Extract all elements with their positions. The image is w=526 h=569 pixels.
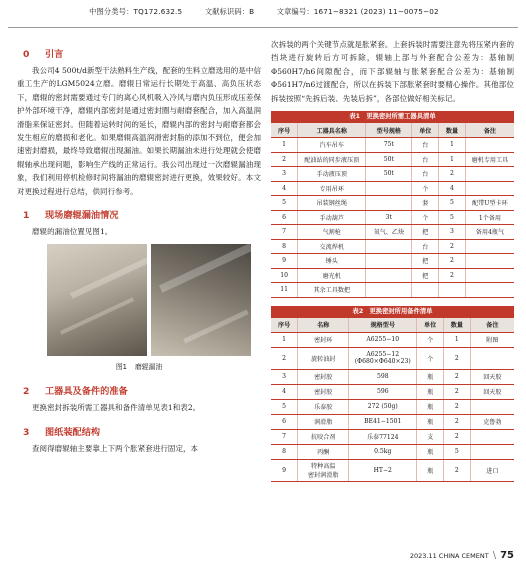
table-row [271,181,514,196]
table2-cell: 瓶 [417,444,444,459]
table-row [271,332,514,347]
section-2-paragraph: 更换密封拆装所需工器具和备件清单见表1和表2。 [32,403,201,413]
table1-header-cell: 单位 [412,123,439,138]
table2-cell: 个 [417,347,444,369]
table1-cell: 配油站的同步液压顶 [298,152,366,167]
section-3-heading: 3 图纸装配结构 [23,426,101,438]
table1-cell [465,283,514,298]
table1-cell: 配带U型卡环 [465,196,514,211]
section-2-heading: 2 工器具及备件的准备 [23,386,128,398]
table1-header-cell: 序号 [271,123,298,138]
right-column-paragraph: 次拆装的两个关键节点就是胀紧套。上套拆装时需要注意先将压紧内套的挡块进行旋转后方可拆除，辊轴上部与外套配合公差为：基轴制Φ560H7/h6间隙配合，而下部辊轴与胀紧套配合公差为：基轴制Φ561H7/n6过渡配合，所以在拆装下部胀紧套时要精心操作。其他部位拆装按照“先拆后装、先装后拆”，各部位做好相关标记。 [271,40,514,103]
table2-header-cell: 规格型号 [349,318,417,333]
table2-cell: 272 (50g) [349,399,417,414]
journal-issue: 2023.11 CHINA CEMENT [409,551,489,560]
table-row [271,429,514,444]
table-row [271,369,514,384]
table2-cell: 个 [417,332,444,347]
table1-cell [366,283,412,298]
table2-header-cell: 数量 [444,318,471,333]
table1-cell: 4 [439,181,466,196]
document-code: 文献标识码：B [204,7,255,16]
table1-cell [465,268,514,283]
table2-cell: 5 [444,444,471,459]
table2-cell: 2 [444,459,471,481]
table2-cell: 抗咬合剂 [298,429,349,444]
table1-cell [366,254,412,269]
table1-cell: 4 [271,181,298,196]
table2-cell: 克鲁勃 [470,414,514,429]
table1-cell: 磨机专用工具 [465,152,514,167]
table2-cell: 596 [349,384,417,399]
table1-cell: 把 [412,225,439,240]
table-2-title: 表2 更换密封所用备件清单 [271,306,514,318]
table1-cell [412,283,439,298]
table1-cell: 锤头 [298,254,366,269]
table2-cell: 支 [417,429,444,444]
table1-cell [465,239,514,254]
table1-cell: 1 [271,138,298,153]
table1-cell: 磨光机 [298,268,366,283]
table-row [271,138,514,153]
table2-cell [470,347,514,369]
table2-cell: 旋转油封 [298,347,349,369]
table1-cell: 5 [439,210,466,225]
table2-cell: 2 [444,369,471,384]
table1-cell: 气割枪 [298,225,366,240]
section-1-paragraph: 磨辊的漏油位置见图1。 [32,227,113,237]
table2-cell: 密封环 [298,332,349,347]
table1-cell: 套 [412,196,439,211]
table-2 [271,318,514,482]
table-row [271,239,514,254]
table1-cell: 其余工具数把 [298,283,366,298]
table1-cell: 5 [439,196,466,211]
table1-cell [465,254,514,269]
table2-cell: 9 [271,459,298,481]
table2-cell: 3 [271,369,298,384]
table-row [271,268,514,283]
table1-cell: 台 [412,138,439,153]
running-header [8,7,520,21]
table2-cell: 5 [271,399,298,414]
table2-cell [470,399,514,414]
figure-1 [47,244,261,356]
table2-cell: 1 [444,332,471,347]
table-row [271,399,514,414]
table2-cell: 2 [444,399,471,414]
intro-paragraph: 我公司4 500t/d新型干法熟料生产线，配套的生料立磨选用的是中信重工生产的LGM5024立磨。磨辊日常运行长期处于高温、高负压状态下，磨辊的密封需要通过专门的离心风机吸入冷风与磨内负压形成压差保护外部环境干净，磨辊内部密封是通过密封圈与耐磨套配合，加入高温润滑脂来保证密封。但随着运转时间的延长，磨辊内部的密封与耐磨套都会发生相应的磨损和老化。如果磨辊高温润滑密封脂的添加不到位，便会加速密封磨损，最终导致磨辊出现漏油。如果长期漏油未进行处理就会使磨辊轴承出现问题，影响生产线的正常运行。我公司出现过一次磨辊漏油现象，我们利用停机检修时间将漏油的磨辊密封进行更换，效果较好。本文对更换过程进行总结，供同行参考。 [17,66,261,196]
table-row [271,384,514,399]
table1-cell: 3 [271,167,298,182]
table2-cell: 0.5kg [349,444,417,459]
table2-header-cell: 序号 [271,318,298,333]
table1-cell: 75t [366,138,412,153]
table1-cell: 3 [439,225,466,240]
table1-cell [366,181,412,196]
table1-cell: 氧气、乙炔 [366,225,412,240]
table1-cell: 交流焊机 [298,239,366,254]
table2-cell: A6255−10 [349,332,417,347]
table1-header-cell: 备注 [465,123,514,138]
left-column [17,42,261,455]
table2-cell: 1 [271,332,298,347]
table1-header-cell: 工器具名称 [298,123,366,138]
table-row [271,283,514,298]
clc-number: 中图分类号：TQ172.632.5 [89,7,183,16]
table-1 [271,123,514,298]
table1-cell: 50t [366,167,412,182]
table2-cell: 丙酮 [298,444,349,459]
page-number: 75 [500,550,514,561]
table1-cell: 1 [439,152,466,167]
table-row [271,414,514,429]
table2-cell: 2 [444,384,471,399]
section-0-heading: 0 引言 [23,49,64,60]
table2-cell: 乐泰胶 [298,399,349,414]
table2-cell: 进口 [470,459,514,481]
table1-cell: 1 [439,138,466,153]
table-row [271,152,514,167]
table1-cell: 台 [412,152,439,167]
table2-header-cell: 单位 [417,318,444,333]
table1-cell [465,167,514,182]
table2-header-cell: 名称 [298,318,349,333]
table1-cell: 2 [271,152,298,167]
table2-cell: 密封胶 [298,384,349,399]
table1-cell: 50t [366,152,412,167]
table1-cell: 10 [271,268,298,283]
table1-cell [366,268,412,283]
table1-cell [366,239,412,254]
table2-cell: 4 [271,384,298,399]
table2-cell: 2 [444,414,471,429]
section-1-heading: 1 现场磨辊漏油情况 [23,210,119,222]
table-row [271,347,514,369]
table2-cell: A6255−12 (Φ680×Φ640×23) [349,347,417,369]
table1-cell [465,181,514,196]
table-1-title: 表1 更换密封所需工器具清单 [271,111,514,123]
table1-cell: 把 [412,254,439,269]
table1-cell: 备用4瓶气 [465,225,514,240]
table1-header-cell: 型号规格 [366,123,412,138]
header-divider [8,27,518,28]
roller-leak-photo-right [151,244,251,356]
table2-cell: BE41−1501 [349,414,417,429]
table2-cell: 润滑脂 [298,414,349,429]
table-row [271,444,514,459]
table1-cell: 2 [439,239,466,254]
table1-cell: 台 [412,239,439,254]
table1-cell: 1个备用 [465,210,514,225]
section-3-paragraph: 查阅得磨辊轴主要靠上下两个胀紧套进行固定，本 [32,443,199,453]
table1-cell: 台 [412,167,439,182]
table1-cell: 8 [271,239,298,254]
table-row [271,167,514,182]
table2-cell: 瓶 [417,384,444,399]
table2-header-cell: 备注 [470,318,514,333]
table2-cell [470,444,514,459]
page-footer [410,550,514,561]
table2-cell: 瓶 [417,414,444,429]
table-row [271,210,514,225]
table2-cell: 2 [444,429,471,444]
table1-cell: 2 [439,167,466,182]
footer-slash: \ [492,550,497,561]
table2-cell: 598 [349,369,417,384]
table1-cell [366,196,412,211]
table1-cell: 专用吊环 [298,181,366,196]
table1-cell: 汽车吊车 [298,138,366,153]
table1-cell: 2 [439,254,466,269]
table2-cell: 2 [271,347,298,369]
table1-cell [439,283,466,298]
table1-cell: 2 [439,268,466,283]
table1-cell [465,138,514,153]
table1-cell: 6 [271,210,298,225]
table1-cell: 11 [271,283,298,298]
table2-cell: 回天胶 [470,369,514,384]
table1-cell: 5 [271,196,298,211]
table2-cell: 7 [271,429,298,444]
table2-cell: 瓶 [417,369,444,384]
table2-cell: 8 [271,444,298,459]
table2-cell: 特种高温 密封润滑脂 [298,459,349,481]
table2-cell: 瓶 [417,399,444,414]
table1-cell: 手动葫芦 [298,210,366,225]
table1-cell: 吊装钢丝绳 [298,196,366,211]
table2-cell: HT−2 [349,459,417,481]
table2-cell: 2 [444,347,471,369]
table1-cell: 7 [271,225,298,240]
roller-leak-photo-left [47,244,147,356]
table1-cell: 个 [412,181,439,196]
right-column [271,38,514,482]
table1-cell: 9 [271,254,298,269]
table1-cell: 个 [412,210,439,225]
table1-cell: 把 [412,268,439,283]
table2-cell: 回天胶 [470,384,514,399]
figure-1-caption: 图1 磨辊漏油 [115,363,163,372]
table2-cell: 瓶 [417,459,444,481]
table2-cell: 乐泰77124 [349,429,417,444]
table2-cell: 6 [271,414,298,429]
table-row [271,196,514,211]
article-number: 文章编号：1671−8321 (2023) 11−0075−02 [276,7,439,16]
table2-cell: 密封胶 [298,369,349,384]
table-row [271,254,514,269]
table1-cell: 手动液压顶 [298,167,366,182]
table1-header-cell: 数量 [439,123,466,138]
table1-cell: 3t [366,210,412,225]
table-row [271,225,514,240]
table2-cell: 附图 [470,332,514,347]
table2-cell [470,429,514,444]
table-row [271,459,514,481]
